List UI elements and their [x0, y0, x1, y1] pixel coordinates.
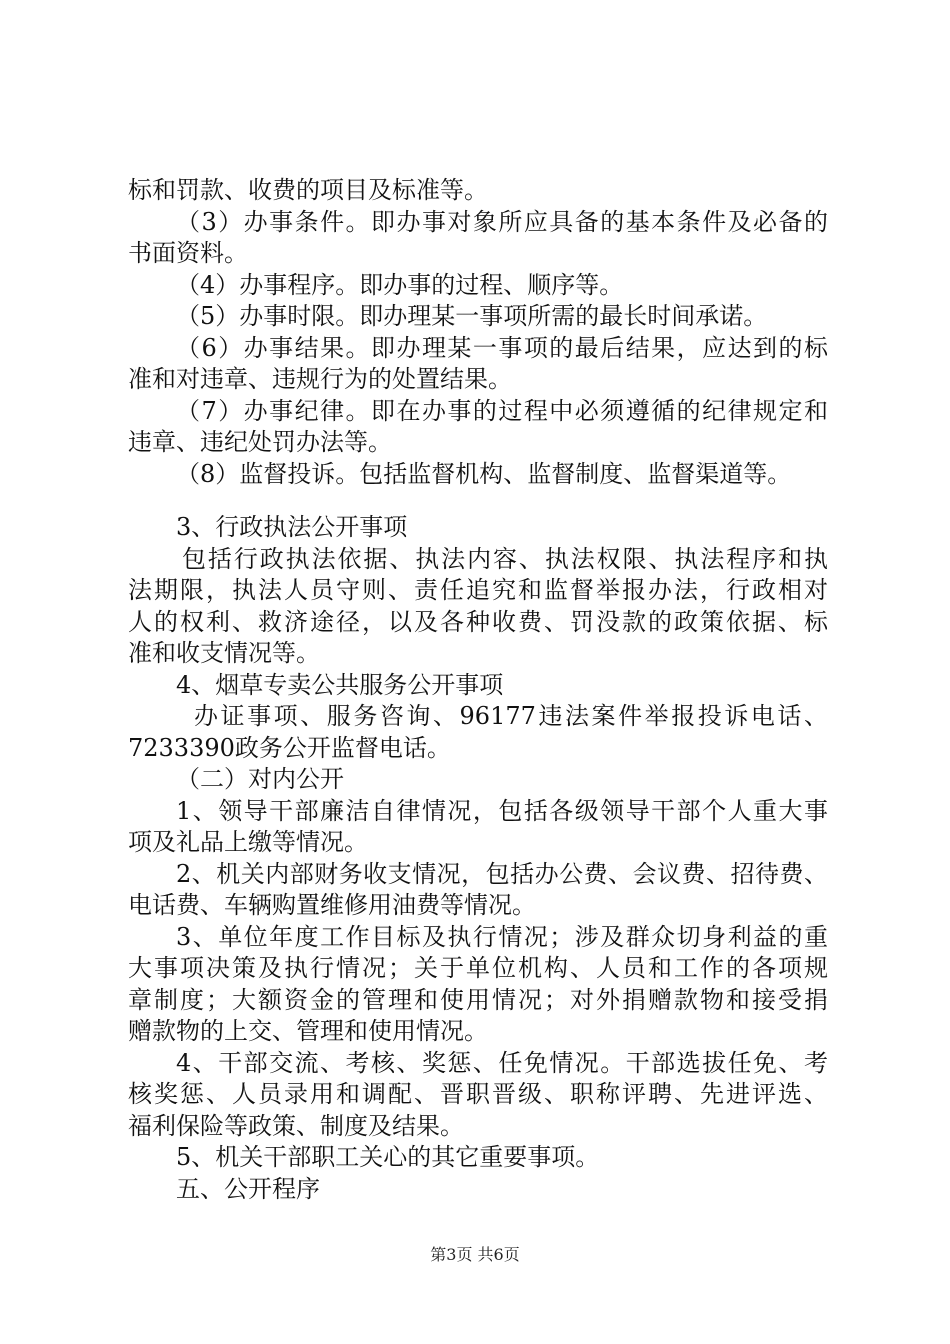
text-line: 书面资料。: [128, 239, 248, 267]
text-line: （8）监督投诉。包括监督机构、监督制度、监督渠道等。: [176, 460, 792, 488]
page-number-footer: 第3页 共6页: [430, 1245, 520, 1264]
text-line: 大事项决策及执行情况；关于单位机构、人员和工作的各项规: [128, 954, 828, 982]
text-line: （6）办事结果。即办理某一事项的最后结果，应达到的标: [176, 334, 828, 362]
text-line: 标和罚款、收费的项目及标准等。: [128, 176, 488, 204]
section-heading: （二）对内公开: [176, 765, 344, 793]
text-line: （7）办事纪律。即在办事的过程中必须遵循的纪律规定和: [176, 397, 828, 425]
text-line: 人的权利、救济途径，以及各种收费、罚没款的政策依据、标: [128, 608, 828, 636]
text-line: 1、领导干部廉洁自律情况，包括各级领导干部个人重大事: [176, 797, 828, 825]
text-line: 准和收支情况等。: [128, 639, 320, 667]
text-line: （3）办事条件。即办事对象所应具备的基本条件及必备的: [176, 208, 828, 236]
text-line: 核奖惩、人员录用和调配、晋职晋级、职称评聘、先进评选、: [128, 1080, 828, 1108]
text-line: 4、干部交流、考核、奖惩、任免情况。干部选拔任免、考: [176, 1049, 828, 1077]
text-line: 5、机关干部职工关心的其它重要事项。: [176, 1143, 600, 1171]
text-line: 包括行政执法依据、执法内容、执法权限、执法程序和执: [182, 545, 828, 573]
text-line: 7233390政务公开监督电话。: [128, 734, 451, 762]
text-line: 赠款物的上交、管理和使用情况。: [128, 1017, 488, 1045]
text-line: 2、机关内部财务收支情况，包括办公费、会议费、招待费、: [176, 860, 828, 888]
text-line: 违章、违纪处罚办法等。: [128, 428, 392, 456]
text-line: （4）办事程序。即办事的过程、顺序等。: [176, 271, 624, 299]
text-line: 法期限，执法人员守则、责任追究和监督举报办法，行政相对: [128, 576, 828, 604]
text-line: 电话费、车辆购置维修用油费等情况。: [128, 891, 536, 919]
section-heading: 4、烟草专卖公共服务公开事项: [176, 671, 504, 699]
section-heading: 五、公开程序: [176, 1175, 320, 1203]
text-line: （5）办事时限。即办理某一事项所需的最长时间承诺。: [176, 302, 768, 330]
text-line: 福利保险等政策、制度及结果。: [128, 1112, 464, 1140]
section-heading: 3、行政执法公开事项: [176, 513, 408, 541]
text-line: 章制度；大额资金的管理和使用情况；对外捐赠款物和接受捐: [128, 986, 828, 1014]
text-line: 3、单位年度工作目标及执行情况；涉及群众切身利益的重: [176, 923, 828, 951]
text-line: 准和对违章、违规行为的处置结果。: [128, 365, 512, 393]
text-line: 办证事项、服务咨询、96177违法案件举报投诉电话、: [194, 702, 828, 730]
text-line: 项及礼品上缴等情况。: [128, 828, 368, 856]
